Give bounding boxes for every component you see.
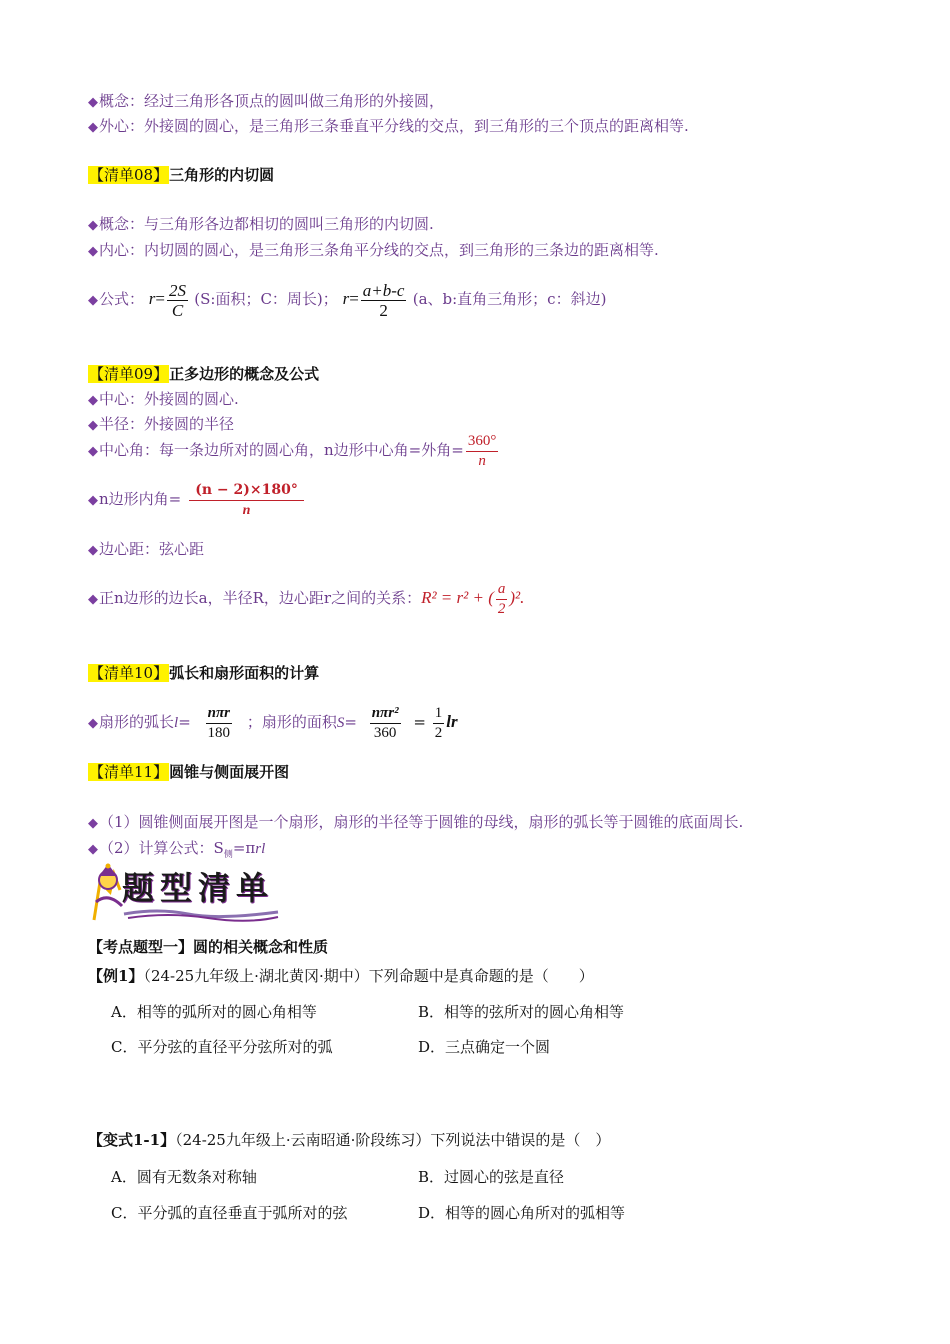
section-heading-08 xyxy=(88,165,274,185)
example-1-stem: 【例1】（24-25九年级上·湖北黄冈·期中）下列命题中是真命题的是（ ） xyxy=(88,967,594,985)
formula-line: ◆公式： r= $\frac{2S}{C}$ (S:面积；C：周长)； r= $\frac{a+b-c}{2}$ (a、b:直角三角形；c：斜边) xyxy=(88,280,607,320)
option-d: D．三点确定一个圆 xyxy=(418,1038,551,1056)
bullet-line: ◆概念：与三角形各边都相切的圆叫三角形的内切圆. xyxy=(88,215,434,233)
sector-area-fraction: $\frac{\text{nπr²}}{360}$ xyxy=(371,704,399,741)
bullet-line: ◆外心：外接圆的圆心，是三角形三条垂直平分线的交点，到三角形的三个顶点的距离相等. xyxy=(88,117,689,135)
section-tag: 【清单10】 xyxy=(89,664,169,682)
diamond-icon: ◆ xyxy=(88,543,98,558)
diamond-icon: ◆ xyxy=(88,120,98,135)
interior-angle-fraction: $\frac{(n - 2)\times 180^\circ}{n}$ xyxy=(189,481,304,520)
diamond-icon: ◆ xyxy=(88,842,98,857)
section-title: 三角形的内切圆 xyxy=(169,166,275,184)
formula-line: ◆扇形的弧长l= $\frac{\text{nπr}}{180}$ ；扇形的面积S= $\frac{\text{nπr²}}{360}$ = $\frac{1}{2}$ lr xyxy=(88,704,458,741)
diamond-icon: ◆ xyxy=(88,293,98,308)
bullet-line: ◆概念：经过三角形各顶点的圆叫做三角形的外接圆， xyxy=(88,92,445,110)
variant-1-1-stem: 【变式1-1】（24-25九年级上·云南昭通·阶段练习）下列说法中错误的是（ ） xyxy=(88,1131,611,1149)
section-tag: 【清单09】 xyxy=(89,365,169,383)
question-types-banner xyxy=(88,862,288,924)
option-a: A．圆有无数条对称轴 xyxy=(111,1168,257,1186)
option-b: B．相等的弦所对的圆心角相等 xyxy=(418,1003,625,1021)
bullet-line: ◆中心：外接圆的圆心. xyxy=(88,390,239,408)
diamond-icon: ◆ xyxy=(88,444,98,459)
diamond-icon: ◆ xyxy=(88,393,98,408)
inradius-formula-1: r= $\frac{2S}{C}$ xyxy=(148,280,187,320)
question-type-title: 【考点题型一】圆的相关概念和性质 xyxy=(88,938,329,956)
option-a: A．相等的弧所对的圆心角相等 xyxy=(111,1003,317,1021)
diamond-icon: ◆ xyxy=(88,218,98,233)
bullet-line: ◆内心：内切圆的圆心，是三角形三条角平分线的交点，到三角形的三条边的距离相等. xyxy=(88,241,659,259)
pythagorean-relation: R² = r² + ( $\frac{a}{2}$ )². xyxy=(421,580,525,617)
formula-line: ◆中心角：每一条边所对的圆心角，n边形中心角=外角= $\frac{360^\circ}{n}$ xyxy=(88,432,497,469)
diamond-icon: ◆ xyxy=(88,493,98,508)
section-heading-10 xyxy=(88,663,319,683)
formula-line: ◆n边形内角= $\frac{(n - 2)\times 180^\circ}{n}$ xyxy=(88,477,306,523)
section-tag: 【清单08】 xyxy=(89,166,169,184)
arc-length-fraction: $\frac{\text{nπr}}{180}$ xyxy=(207,704,231,741)
half-fraction: $\frac{1}{2}$ xyxy=(434,704,443,741)
section-heading-09 xyxy=(88,364,319,384)
section-title: 正多边形的概念及公式 xyxy=(169,365,320,383)
diamond-icon: ◆ xyxy=(88,418,98,433)
diamond-icon: ◆ xyxy=(88,95,98,110)
bullet-line: ◆半径：外接圆的半径 xyxy=(88,415,235,433)
option-c: C．平分弧的直径垂直于弧所对的弦 xyxy=(111,1204,348,1222)
section-title: 圆锥与侧面展开图 xyxy=(169,763,290,781)
section-title: 弧长和扇形面积的计算 xyxy=(169,664,320,682)
bullet-line: ◆（2）计算公式：$S_侧=\pi rl$ xyxy=(88,839,266,860)
diamond-icon: ◆ xyxy=(88,716,98,731)
diamond-icon: ◆ xyxy=(88,244,98,259)
option-b: B．过圆心的弦是直径 xyxy=(418,1168,565,1186)
bullet-line: ◆边心距：弦心距 xyxy=(88,540,205,558)
diamond-icon: ◆ xyxy=(88,816,98,831)
central-angle-fraction: $\frac{360^\circ}{n}$ xyxy=(467,432,497,469)
option-c: C．平分弦的直径平分弦所对的弧 xyxy=(111,1038,333,1056)
diamond-icon: ◆ xyxy=(88,592,98,607)
bullet-line: ◆（1）圆锥侧面展开图是一个扇形，扇形的半径等于圆锥的母线，扇形的弧长等于圆锥的底面周长. xyxy=(88,813,744,831)
section-heading-11 xyxy=(88,762,289,782)
option-d: D．相等的圆心角所对的弧相等 xyxy=(418,1204,626,1222)
formula-line: ◆正n边形的边长a，半径R，边心距r之间的关系：R² = r² + ( $\frac{a}{2}$ )². xyxy=(88,580,525,617)
section-tag: 【清单11】 xyxy=(89,763,169,781)
inradius-formula-2: r= $\frac{a+b-c}{2}$ xyxy=(342,280,405,320)
banner-title: 题型清单 xyxy=(122,869,275,907)
